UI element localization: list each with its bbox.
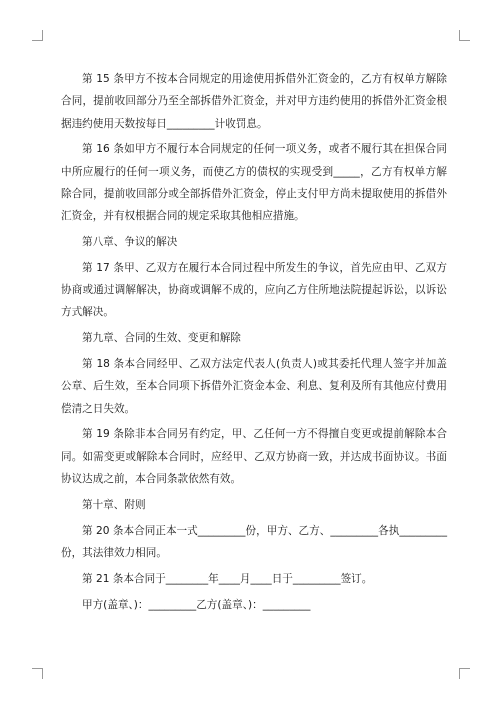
document-body [61, 68, 447, 619]
signature-line: 甲方(盖章、)：_________乙方(盖章、)：_________ [82, 598, 311, 611]
chapter-8-heading: 第八章、争议的解决 [82, 236, 178, 249]
article-15: 第 15 条甲方不按本合同规定的用途使用拆借外汇资金的，乙方有权单方解除合同，提前收回部分乃至全部拆借外汇资金，并对甲方违约使用的拆借外汇资金根据违约使用天数按每日_________计收罚息。 [61, 73, 447, 130]
article-16: 第 16 条如甲方不履行本合同规定的任何一项义务，或者不履行其在担保合同中所应履行的任何一项义务，而使乙方的债权的实现受到_____，乙方有权单方解除合同，提前收回部分或全部拆借外汇资金，停止支付甲方尚未提取使用的拆借外汇资金，并有权根据合同的规定采取其他相应措施。 [61, 143, 447, 223]
crop-mark-top-right [459, 30, 470, 41]
chapter-10-heading: 第十章、附则 [82, 498, 146, 511]
chapter-9-heading: 第九章、合同的生效、变更和解除 [82, 332, 241, 345]
crop-mark-top-left [32, 30, 43, 41]
article-18: 第 18 条本合同经甲、乙双方法定代表人(负责人)或其委托代理人签字并加盖公章、后生效，至本合同项下拆借外汇资金本金、利息、复利及所有其他应付费用偿清之日失效。 [61, 358, 447, 415]
crop-mark-bottom-right [459, 668, 470, 679]
article-20: 第 20 条本合同正本一式_________份，甲方、乙方、_________各执_________份，其法律效力相同。 [61, 524, 447, 559]
article-21: 第 21 条本合同于________年____月____日于_________签订。 [82, 572, 373, 585]
article-19: 第 19 条除非本合同另有约定，甲、乙任何一方不得擅自变更或提前解除本合同。如需变更或解除本合同时，应经甲、乙双方协商一致，并达成书面协议。书面协议达成之前，本合同条款依然有效。 [61, 428, 447, 486]
crop-mark-bottom-left [32, 668, 43, 679]
article-17: 第 17 条甲、乙双方在履行本合同过程中所发生的争议，首先应由甲、乙双方协商或通过调解解决，协商或调解不成的，应向乙方住所地法院提起诉讼，以诉讼方式解决。 [61, 261, 447, 319]
